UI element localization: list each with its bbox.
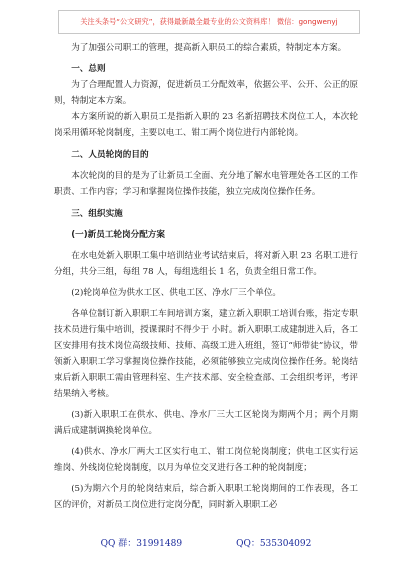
list-item: (4)供水、净水厂两大工区实行电工、钳工岗位轮岗制度；供电工区实行运维岗、外线岗位轮岗制度，以月为单位交叉进行各工种的轮岗制度；	[54, 447, 358, 473]
footer-qq: QQ：535304092	[236, 539, 312, 549]
document-body	[54, 40, 358, 513]
section-heading-general: 一、总则	[71, 64, 106, 74]
list-item: 在水电处新入职职工集中培训结业考试结束后，将对新入职 23 名职工进行分组，共分三组，每组 78 人，每组选组长 1 名，负责全组日常工作。	[54, 251, 358, 277]
paragraph: 为了合理配置人力资源，促进新员工分配效率，依据公平、公开、公正的原则，特制定本方案。	[54, 80, 358, 106]
section-heading-implementation: 三、组织实施	[71, 209, 123, 219]
list-item: (5)为期六个月的轮岗结束后，综合新入职职工轮岗期间的工作表现，各工区的评价，对新员工岗位进行定岗分配，同时新入职职工必	[54, 484, 358, 510]
header-banner	[58, 10, 360, 34]
footer	[54, 536, 358, 550]
footer-qq-group: QQ 群：31991489	[100, 539, 183, 549]
list-item: 各单位制订新入职职工车间培训方案，建立新入职职工培训台账，指定专职技术员进行集中培训，授课课时不得少于 小时。新入职职工成建制进入后，各工区安排用有技术岗位高级技师、技师、高级工进入班组，签订“师带徒”协议，带领新入职职工学习掌握岗位操作技能，必须能够独立完成岗位操作任务。轮岗结束后新入职职工需由管理科室、生产技术部、安全检查部、工会组织考评，考评结果纳入考核。	[54, 309, 358, 399]
subsection-heading: (一)新员工轮岗分配方案	[71, 230, 165, 240]
section-heading-purpose: 二、人员轮岗的目的	[71, 150, 149, 160]
list-item: (3)新入职职工在供水、供电、净水厂三大工区轮岗为期两个月；两个月期满后成建制调换轮岗单位。	[54, 410, 358, 436]
banner-text: 关注头条号“公文研究”，获得最新最全最专业的公文资料库！ 微信：gongwenyj	[80, 17, 338, 26]
list-item: (2)轮岗单位为供水工区、供电工区、净水厂三个单位。	[71, 288, 282, 298]
paragraph: 本方案所说的新入职员工是指新入职的 23 名新招聘技术岗位工人，本次轮岗采用循环轮岗制度，主要以电工、钳工两个岗位进行内部轮岗。	[54, 112, 358, 138]
intro-paragraph: 为了加强公司职工的管理，提高新入职员工的综合素质，特制定本方案。	[71, 43, 347, 53]
paragraph: 本次轮岗的目的是为了让新员工全面、充分地了解水电管理处各工区的工作职责、工作内容；学习和掌握岗位操作技能，独立完成岗位操作任务。	[54, 171, 358, 197]
